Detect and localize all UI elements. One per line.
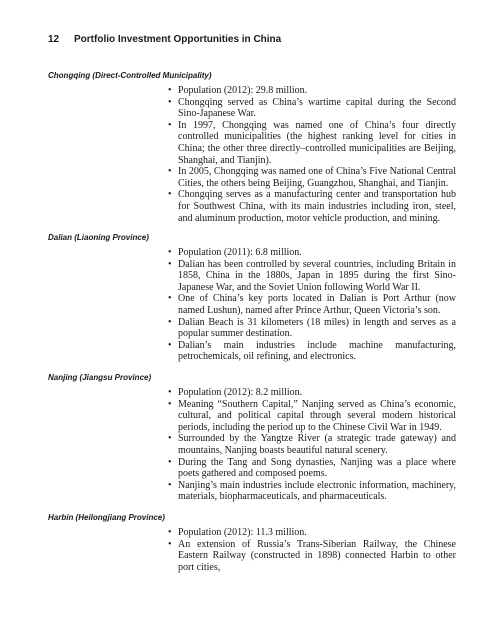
list-item: • Population (2012): 8.2 million.: [168, 387, 456, 399]
list-item: • Population (2011): 6.8 million.: [168, 247, 456, 259]
list-item: • Meaning “Southern Capital,” Nanjing served as China’s economic, cultural, and political capital through several modern historical periods, including the period up to the Chinese Civil War in 1949.: [168, 399, 456, 434]
list-item: • Dalian’s main industries include machine manufacturing, petrochemicals, oil refining, and electronics.: [168, 340, 456, 363]
list-item: • In 1997, Chongqing was named one of China’s four directly controlled municipalities (the highest ranking level for cities in China; the other three directly–controlled municipalities are Beijing, Shanghai, and Tianjin).: [168, 120, 456, 166]
running-title: Portfolio Investment Opportunities in China: [74, 34, 282, 45]
list-item: • In 2005, Chongqing was named one of China’s Five National Central Cities, the others being Beijing, Guangzhou, Shanghai, and Tianjin.: [168, 166, 456, 189]
list-item: • Nanjing’s main industries include electronic information, machinery, materials, biopharmaceuticals, and pharmaceuticals.: [168, 480, 456, 503]
section-dalian: [48, 232, 458, 363]
list-item: • Dalian Beach is 31 kilometers (18 miles) in length and serves as a popular summer destination.: [168, 317, 456, 340]
page-number: 12: [48, 34, 60, 45]
section-nanjing: [48, 372, 458, 503]
bullet-list: [168, 387, 456, 503]
list-item: • One of China’s key ports located in Dalian is Port Arthur (now named Lushun), named after Prince Arthur, Queen Victoria’s son.: [168, 293, 456, 316]
list-item: • Surrounded by the Yangtze River (a strategic trade gateway) and mountains, Nanjing boasts beautiful natural scenery.: [168, 433, 456, 456]
list-item: • Population (2012): 11.3 million.: [168, 527, 456, 539]
bullet-list: [168, 85, 456, 224]
list-item: • Population (2012): 29.8 million.: [168, 85, 456, 97]
section-title: Nanjing (Jiangsu Province): [48, 373, 152, 382]
list-item: • During the Tang and Song dynasties, Nanjing was a place where poets gathered and composed poems.: [168, 457, 456, 480]
section-title: Chongqing (Direct-Controlled Municipality): [48, 71, 212, 80]
list-item: • Chongqing serves as a manufacturing center and transportation hub for Southwest China, with its main industries including iron, steel, and aluminum production, motor vehicle production, and mining.: [168, 189, 456, 224]
section-harbin: [48, 512, 458, 573]
bullet-list: [168, 527, 456, 573]
list-item: • Chongqing served as China’s wartime capital during the Second Sino-Japanese War.: [168, 97, 456, 120]
list-item: • An extension of Russia’s Trans-Siberian Railway, the Chinese Eastern Railway (constructed in 1898) connected Harbin to other port cities,: [168, 539, 456, 574]
running-header: [48, 34, 281, 45]
section-title: Dalian (Liaoning Province): [48, 233, 149, 242]
section-chongqing: [48, 70, 458, 224]
bullet-list: [168, 247, 456, 363]
list-item: • Dalian has been controlled by several countries, including Britain in 1858, China in the 1880s, Japan in 1895 during the first Sino-Japanese War, and the Soviet Union following World War II.: [168, 259, 456, 294]
section-title: Harbin (Heilongjiang Province): [48, 513, 165, 522]
